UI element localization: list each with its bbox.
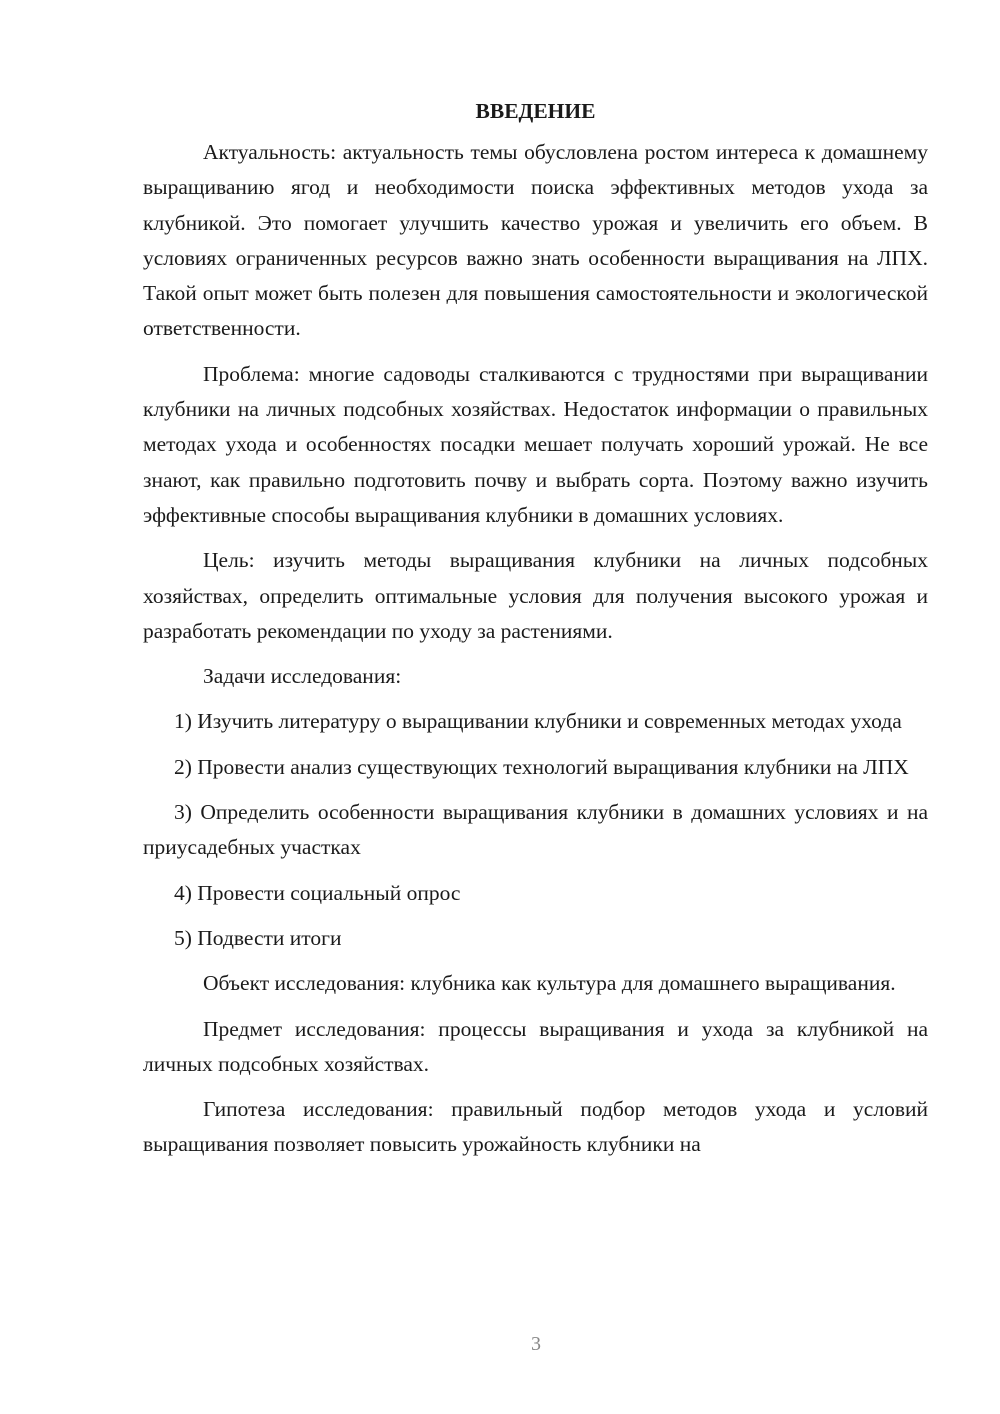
problem-paragraph: Проблема: многие садоводы сталкиваются с трудностями при выращивании клубники на личных подсобных хозяйствах. Недостаток информации о правильных методах ухода и особенностях посадки мешает получать хороший урожай. Не все знают, как правильно подготовить почву и выбрать сорта. Поэтому важно изучить эффективные способы выращивания клубники в домашних условиях. bbox=[143, 361, 928, 527]
task-item-5: 5) Подвести итоги bbox=[174, 925, 342, 950]
task-item-3: 3) Определить особенности выращивания клубники в домашних условиях и на приусадебных участках bbox=[143, 800, 928, 860]
object-paragraph: Объект исследования: клубника как культура для домашнего выращивания. bbox=[203, 971, 896, 996]
page-title: ВВЕДЕНИЕ bbox=[475, 99, 596, 123]
subject-paragraph: Предмет исследования: процессы выращивания и ухода за клубникой на личных подсобных хозяйствах. bbox=[143, 1016, 928, 1076]
relevance-paragraph: Актуальность: актуальность темы обусловлена ростом интереса к домашнему выращиванию ягод и необходимости поиска эффективных методов ухода за клубникой. Это помогает улучшить качество урожая и увеличить его объем. В условиях ограниченных ресурсов важно знать особенности выращивания на ЛПХ. Такой опыт может быть полезен для повышения самостоятельности и экологической ответственности. bbox=[143, 140, 928, 341]
tasks-heading: Задачи исследования: bbox=[203, 664, 402, 689]
goal-paragraph: Цель: изучить методы выращивания клубники на личных подсобных хозяйствах, определить оптимальные условия для получения высокого урожая и разработать рекомендации по уходу за растениями. bbox=[143, 548, 928, 643]
document-page bbox=[143, 96, 928, 1173]
hypothesis-paragraph: Гипотеза исследования: правильный подбор методов ухода и условий выращивания позволяет повысить урожайность клубники на bbox=[143, 1097, 928, 1157]
task-item-4: 4) Провести социальный опрос bbox=[174, 880, 461, 905]
page-number: 3 bbox=[531, 1333, 541, 1355]
task-item-2: 2) Провести анализ существующих технологий выращивания клубники на ЛПХ bbox=[174, 754, 909, 779]
task-item-1: 1) Изучить литературу о выращивании клубники и современных методах ухода bbox=[174, 709, 902, 734]
